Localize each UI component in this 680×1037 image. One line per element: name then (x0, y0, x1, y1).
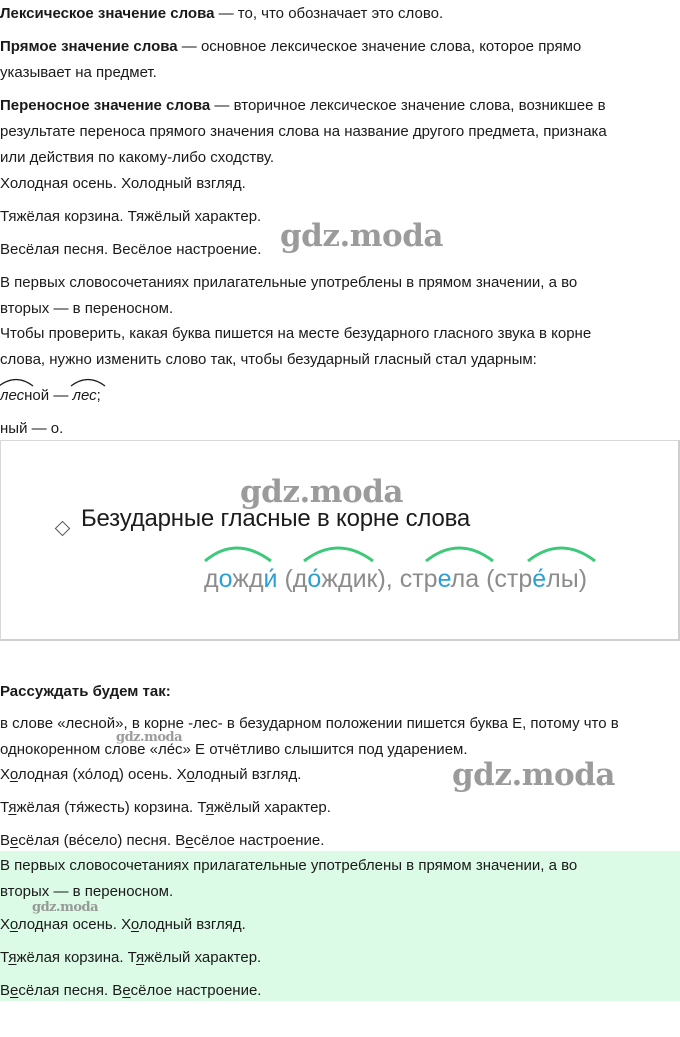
root-arc-icon (304, 548, 373, 561)
watermark: gdz.moda (116, 730, 183, 745)
definition-figurative: Переносное значение слова — вторичное лексическое значение слова, возникшее в (0, 97, 606, 114)
example-line: Тяжёлая (тя́жесть) корзина. Тяжёлый характер. (0, 799, 331, 816)
reasoning-line: однокоренном слове «ле́с» Е отчётливо слышится под ударением. (0, 741, 468, 758)
example-line: Холодная (хо́лод) осень. Холодный взгляд. (0, 766, 302, 783)
root-arc-icon (426, 548, 493, 561)
reasoning-line: в слове «лесной», в корне -лес- в безударном положении пишется буква Е, потому что в (0, 715, 619, 732)
definition-direct: Прямое значение слова — основное лексическое значение слова, которое прямо (0, 38, 582, 55)
root-arc-icon (205, 548, 271, 561)
watermark: gdz.moda (32, 900, 99, 915)
root-arc-icon (0, 375, 34, 387)
scheme-line: ный — о. (0, 420, 64, 437)
root-marked: лес (72, 383, 96, 409)
example-line: Холодная осень. Холодный взгляд. (0, 916, 246, 933)
diamond-icon (55, 521, 71, 537)
highlight-line: В первых словосочетаниях прилагательные употреблены в прямом значении, а во (0, 857, 578, 874)
card-example: дожди́ (до́ждик), стрела (стре́лы) (204, 565, 588, 593)
example-line: Весёлая (ве́село) песня. Весёлое настроение. (0, 832, 325, 849)
root-marked: лес (0, 383, 24, 409)
card-title: Безударные гласные в корне слова (81, 505, 471, 532)
watermark: gdz.moda (240, 474, 403, 510)
example-line: Тяжёлая корзина. Тяжёлый характер. (0, 949, 262, 966)
definition-lexical: Лексическое значение слова — то, что обозначает это слово. (0, 5, 444, 22)
example-line: Тяжёлая корзина. Тяжёлый характер. (0, 208, 262, 225)
explanation-line: В первых словосочетаниях прилагательные употреблены в прямом значении, а во (0, 274, 578, 291)
watermark: gdz.moda (280, 218, 443, 254)
example-line: Холодная осень. Холодный взгляд. (0, 175, 246, 192)
root-arc-icon (528, 548, 595, 561)
root-arc-icon (70, 375, 106, 387)
highlight-line: вторых — в переносном. (0, 883, 174, 900)
definition-figurative-cont: или действия по какому-либо сходству. (0, 149, 275, 166)
definition-direct-cont: указывает на предмет. (0, 64, 157, 81)
rule-line: слова, нужно изменить слово так, чтобы безударный гласный стал ударным: (0, 351, 537, 368)
morpheme-scheme: лесной — лес; (0, 383, 101, 409)
example-line: Весёлая песня. Весёлое настроение. (0, 241, 262, 258)
reasoning-heading: Рассуждать будем так: (0, 683, 171, 700)
example-line: Весёлая песня. Весёлое настроение. (0, 982, 262, 999)
watermark: gdz.moda (452, 757, 615, 793)
explanation-line: вторых — в переносном. (0, 300, 174, 317)
rule-card (0, 440, 680, 641)
definition-figurative-cont: результате переноса прямого значения слова на название другого предмета, признака (0, 123, 607, 140)
rule-line: Чтобы проверить, какая буква пишется на месте безударного гласного звука в корне (0, 325, 592, 342)
